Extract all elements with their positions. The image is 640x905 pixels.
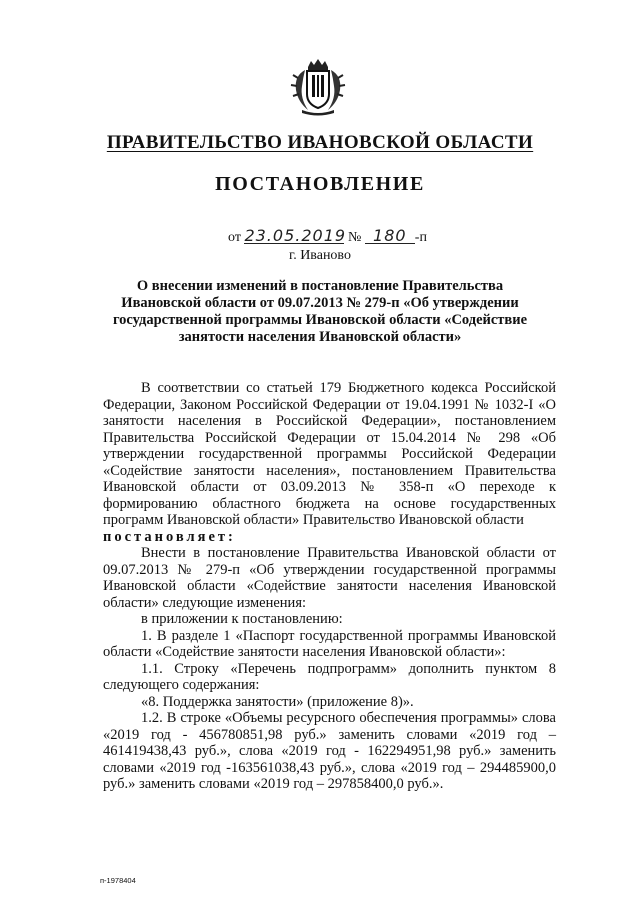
intro-paragraph: В соответствии со статьей 179 Бюджетного кодекса Российской Федерации, Законом Российской Федерации от 19.04.1991 № 1032-I «О занятости населения в Российской Федерации», постановлением Правительства Российской Федерации от 15.04.2014 № 298 «Об утверждении государственной программы Российской Федерации «Содействие занятости населения», постановлением Правительства Ивановской области от 03.09.2013 № 358-п «О переходе к формированию областного бюджета на основе государственных программ Ивановской области» Правительство Ивановской области <box>103 380 556 528</box>
document-subject: О внесении изменений в постановление Правительства Ивановской области от 09.07.2013 № 279-п «Об утверждении государственной программы Ивановской области «Содействие занятости населения Ивановской области» <box>112 278 528 345</box>
coat-of-arms-icon <box>290 58 346 116</box>
number-suffix: -п <box>414 230 427 245</box>
paragraph-item-1: 1. В разделе 1 «Паспорт государственной программы Ивановской области «Содействие занятости населения Ивановской области»: <box>103 627 556 660</box>
paragraph-main-change: Внести в постановление Правительства Ивановской области от 09.07.2013 № 279-п «Об утверждении государственной программы Ивановской области «Содействие занятости населения Ивановской области» следующие изменения: <box>103 545 556 611</box>
organization-title: ПРАВИТЕЛЬСТВО ИВАНОВСКОЙ ОБЛАСТИ <box>106 132 534 153</box>
paragraph-item-1-1: 1.1. Строку «Перечень подпрограмм» дополнить пунктом 8 следующего содержания: <box>103 660 556 693</box>
paragraph-appendix: в приложении к постановлению: <box>141 611 343 627</box>
document-city: г. Иваново <box>289 248 351 263</box>
document-type-title: ПОСТАНОВЛЕНИЕ <box>215 173 425 195</box>
document-code: п-1978404 <box>100 876 136 885</box>
paragraph-item-1-2: 1.2. В строке «Объемы ресурсного обеспечения программы» слова «2019 год - 456780851,98 руб.» заменить словами «2019 год – 461419438,43 руб.», слова «2019 год - 162294951,98 руб.» заменить словами «2019 год -163561038,43 руб.», слова «2019 год – 294485900,0 руб.» заменить словами «2019 год – 297858400,0 руб.». <box>103 710 556 792</box>
document-body <box>103 380 556 793</box>
date-prefix: от <box>228 230 241 245</box>
number-sign: № <box>347 230 362 245</box>
document-number: 180 <box>365 228 415 244</box>
resolves-word: постановляет: <box>103 528 236 545</box>
paragraph-item-8: «8. Поддержка занятости» (приложение 8)». <box>141 693 414 710</box>
document-dateline <box>228 228 427 246</box>
document-date: 23.05.2019 <box>244 226 347 245</box>
